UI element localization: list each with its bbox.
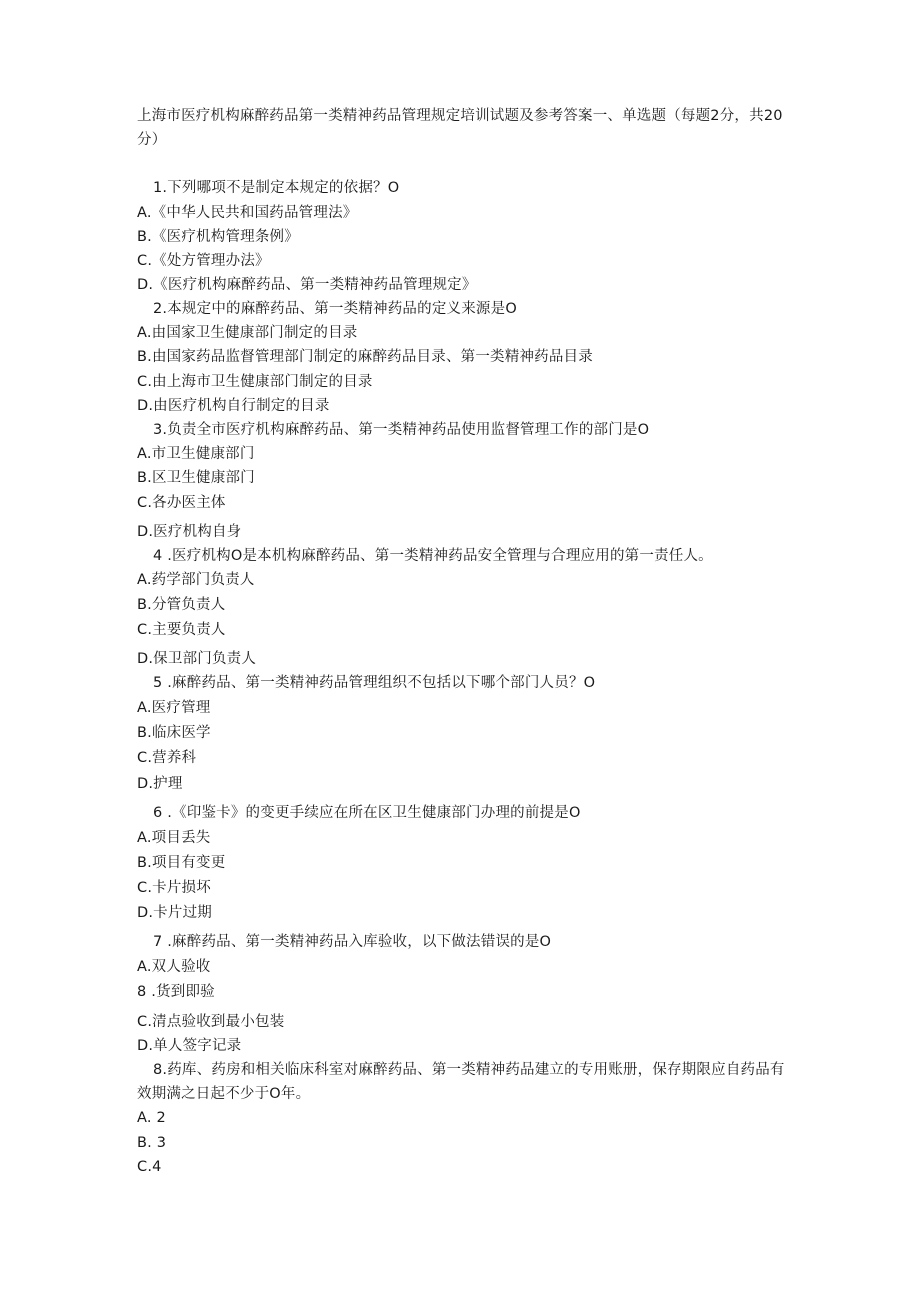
question-1: 1.下列哪项不是制定本规定的依据？O [153,180,400,196]
q7-option-d: D.单人签字记录 [137,1038,242,1054]
q5-option-c: C.营养科 [137,750,197,766]
q2-option-d: D.由医疗机构自行制定的目录 [137,398,330,414]
q4-option-b: B.分管负责人 [137,597,226,613]
q3-option-d: D.医疗机构自身 [137,524,242,540]
q4-option-c: C.主要负责人 [137,622,226,638]
q8-option-a: A. 2 [137,1110,166,1126]
q6-option-a: A.项目丢失 [137,830,211,846]
q1-option-b: B.《医疗机构管理条例》 [137,229,299,245]
q4-option-a: A.药学部门负责人 [137,572,255,588]
question-8: 8.药库、药房和相关临床科室对麻醉药品、第一类精神药品建立的专用账册，保存期限应自药品有效期满之日起不少于O年。 [137,1062,785,1102]
q2-option-a: A.由国家卫生健康部门制定的目录 [137,325,358,341]
q3-option-a: A.市卫生健康部门 [137,446,255,462]
q7-option-c: C.清点验收到最小包装 [137,1014,285,1030]
q7-option-b: 8 .货到即验 [137,984,215,1000]
q5-option-b: B.临床医学 [137,725,211,741]
q4-option-d: D.保卫部门负责人 [137,651,257,667]
q6-option-d: D.卡片过期 [137,905,212,921]
q1-option-d: D.《医疗机构麻醉药品、第一类精神药品管理规定》 [137,277,477,293]
q3-option-c: C.各办医主体 [137,495,226,511]
q6-option-c: C.卡片损坏 [137,880,211,896]
question-6: 6 .《印鉴卡》的变更手续应在所在区卫生健康部门办理的前提是O [153,805,581,821]
question-7: 7 .麻醉药品、第一类精神药品入库验收，以下做法错误的是O [153,934,552,950]
q1-option-c: C.《处方管理办法》 [137,253,270,269]
q1-option-a: A.《中华人民共和国药品管理法》 [137,205,358,221]
q2-option-b: B.由国家药品监督管理部门制定的麻醉药品目录、第一类精神药品目录 [137,349,593,365]
q7-option-a: A.双人验收 [137,959,211,975]
question-2: 2.本规定中的麻醉药品、第一类精神药品的定义来源是O [153,301,517,317]
question-3: 3.负责全市医疗机构麻醉药品、第一类精神药品使用监督管理工作的部门是O [153,422,650,438]
q6-option-b: B.项目有变更 [137,855,226,871]
question-4: 4 .医疗机构O是本机构麻醉药品、第一类精神药品安全管理与合理应用的第一责任人。 [153,548,713,564]
q3-option-b: B.区卫生健康部门 [137,470,255,486]
question-5: 5 .麻醉药品、第一类精神药品管理组织不包括以下哪个部门人员？O [153,675,596,691]
q5-option-a: A.医疗管理 [137,700,211,716]
q5-option-d: D.护理 [137,776,183,792]
q8-option-b: B. 3 [137,1135,167,1151]
document-title: 上海市医疗机构麻醉药品第一类精神药品管理规定培训试题及参考答案一、单选题（每题2分，共20分） [137,108,783,148]
q2-option-c: C.由上海市卫生健康部门制定的目录 [137,374,373,390]
q8-option-c: C.4 [137,1159,162,1175]
